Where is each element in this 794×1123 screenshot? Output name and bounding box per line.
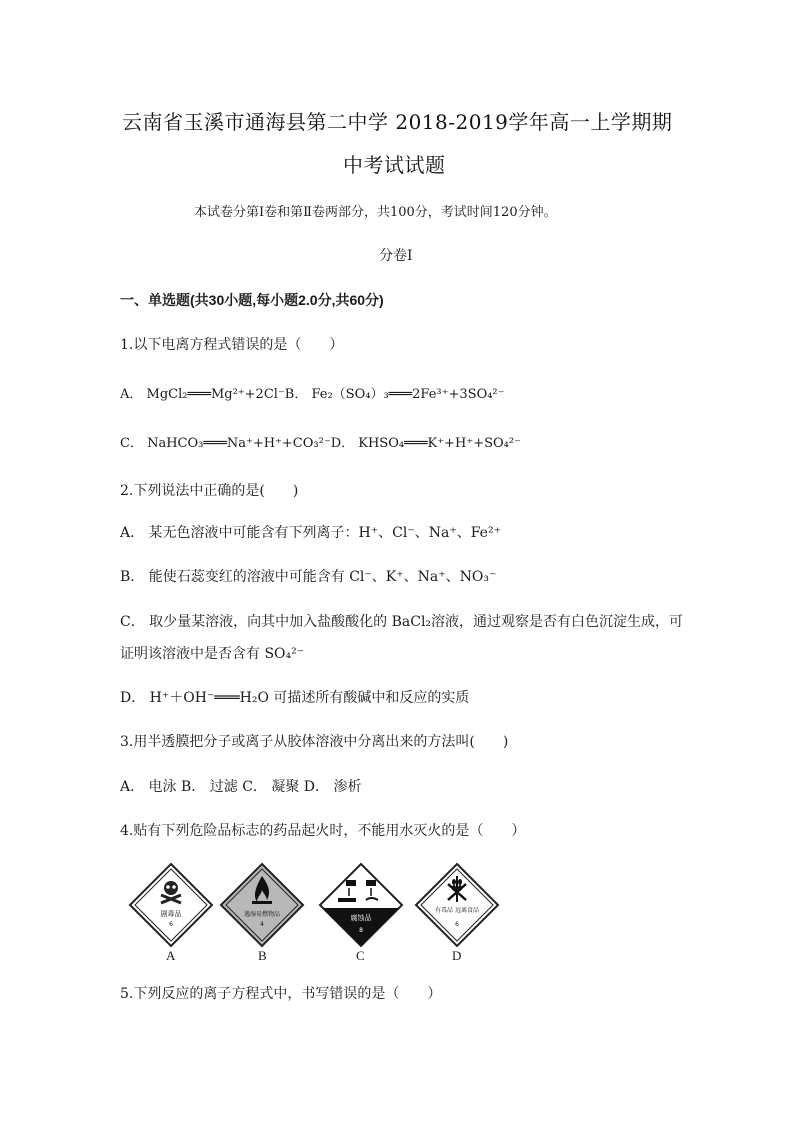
sign-b-label: 遇湿易燃物品 <box>243 911 281 918</box>
title-line-2: 中考试试题 <box>343 153 446 177</box>
title-line-1: 云南省玉溪市通海县第二中学 2018-2019学年高一上学期期 <box>122 110 673 134</box>
question-2-option-c-line-2: 证明该溶液中是否含有 SO₄²⁻ <box>120 646 305 662</box>
section-heading: 一、单选题(共30小题,每小题2.0分,共60分) <box>120 292 384 308</box>
sign-d-number: 6 <box>455 921 459 928</box>
sign-a-caption: A <box>166 948 176 963</box>
hazard-sign-c <box>318 862 404 948</box>
question-1-options-ab: A． MgCl₂═══Mg²⁺+2Cl⁻B． Fe₂（SO₄）₃═══2Fe³⁺+3SO₄²⁻ <box>120 387 505 402</box>
sign-c-label: 腐蚀品 <box>350 914 372 922</box>
question-3-options: A． 电泳 B． 过滤 C． 凝聚 D． 渗析 <box>120 779 362 795</box>
sign-c-number: 8 <box>359 927 363 934</box>
question-4-stem: 4.贴有下列危险品标志的药品起火时，不能用水灭火的是（ ） <box>120 823 526 839</box>
intro-text: 本试卷分第Ⅰ卷和第Ⅱ卷两部分，共100分，考试时间120分钟。 <box>194 205 557 220</box>
question-5-stem: 5.下列反应的离子方程式中，书写错误的是（ ） <box>120 986 442 1002</box>
sign-a-label: 剧毒品 <box>160 910 182 918</box>
question-2-option-d: D． H⁺＋OH⁻═══H₂O 可描述所有酸碱中和反应的实质 <box>120 690 470 706</box>
sign-d-label: 有毒品 远离食品 <box>435 907 479 914</box>
sign-a-number: 6 <box>169 921 173 928</box>
question-2-option-c-line-1: C． 取少量某溶液，向其中加入盐酸酸化的 BaCl₂溶液，通过观察是否有白色沉淀生成，可 <box>120 614 684 630</box>
sign-d-caption: D <box>452 948 462 963</box>
question-3-stem: 3.用半透膜把分子或离子从胶体溶液中分离出来的方法叫( ) <box>120 734 509 750</box>
question-2-option-a: A． 某无色溶液中可能含有下列离子：H⁺、Cl⁻、Na⁺、Fe²⁺ <box>120 525 501 541</box>
hazard-sign-d <box>414 862 500 948</box>
sign-c-caption: C <box>356 948 365 963</box>
question-2-stem: 2.下列说法中正确的是( ) <box>120 483 299 499</box>
question-1-stem: 1.以下电离方程式错误的是（ ） <box>120 337 344 353</box>
question-1-options-cd: C． NaHCO₃═══Na⁺+H⁺+CO₃²⁻D． KHSO₄═══K⁺+H⁺+SO₄²⁻ <box>120 436 521 451</box>
hazard-sign-a <box>128 862 214 948</box>
part-label: 分卷Ⅰ <box>379 248 413 264</box>
hazard-sign-b <box>219 862 305 948</box>
question-2-option-b: B． 能使石蕊变红的溶液中可能含有 Cl⁻、K⁺、Na⁺、NO₃⁻ <box>120 569 497 585</box>
sign-b-caption: B <box>258 948 267 963</box>
sign-b-number: 4 <box>260 921 264 928</box>
